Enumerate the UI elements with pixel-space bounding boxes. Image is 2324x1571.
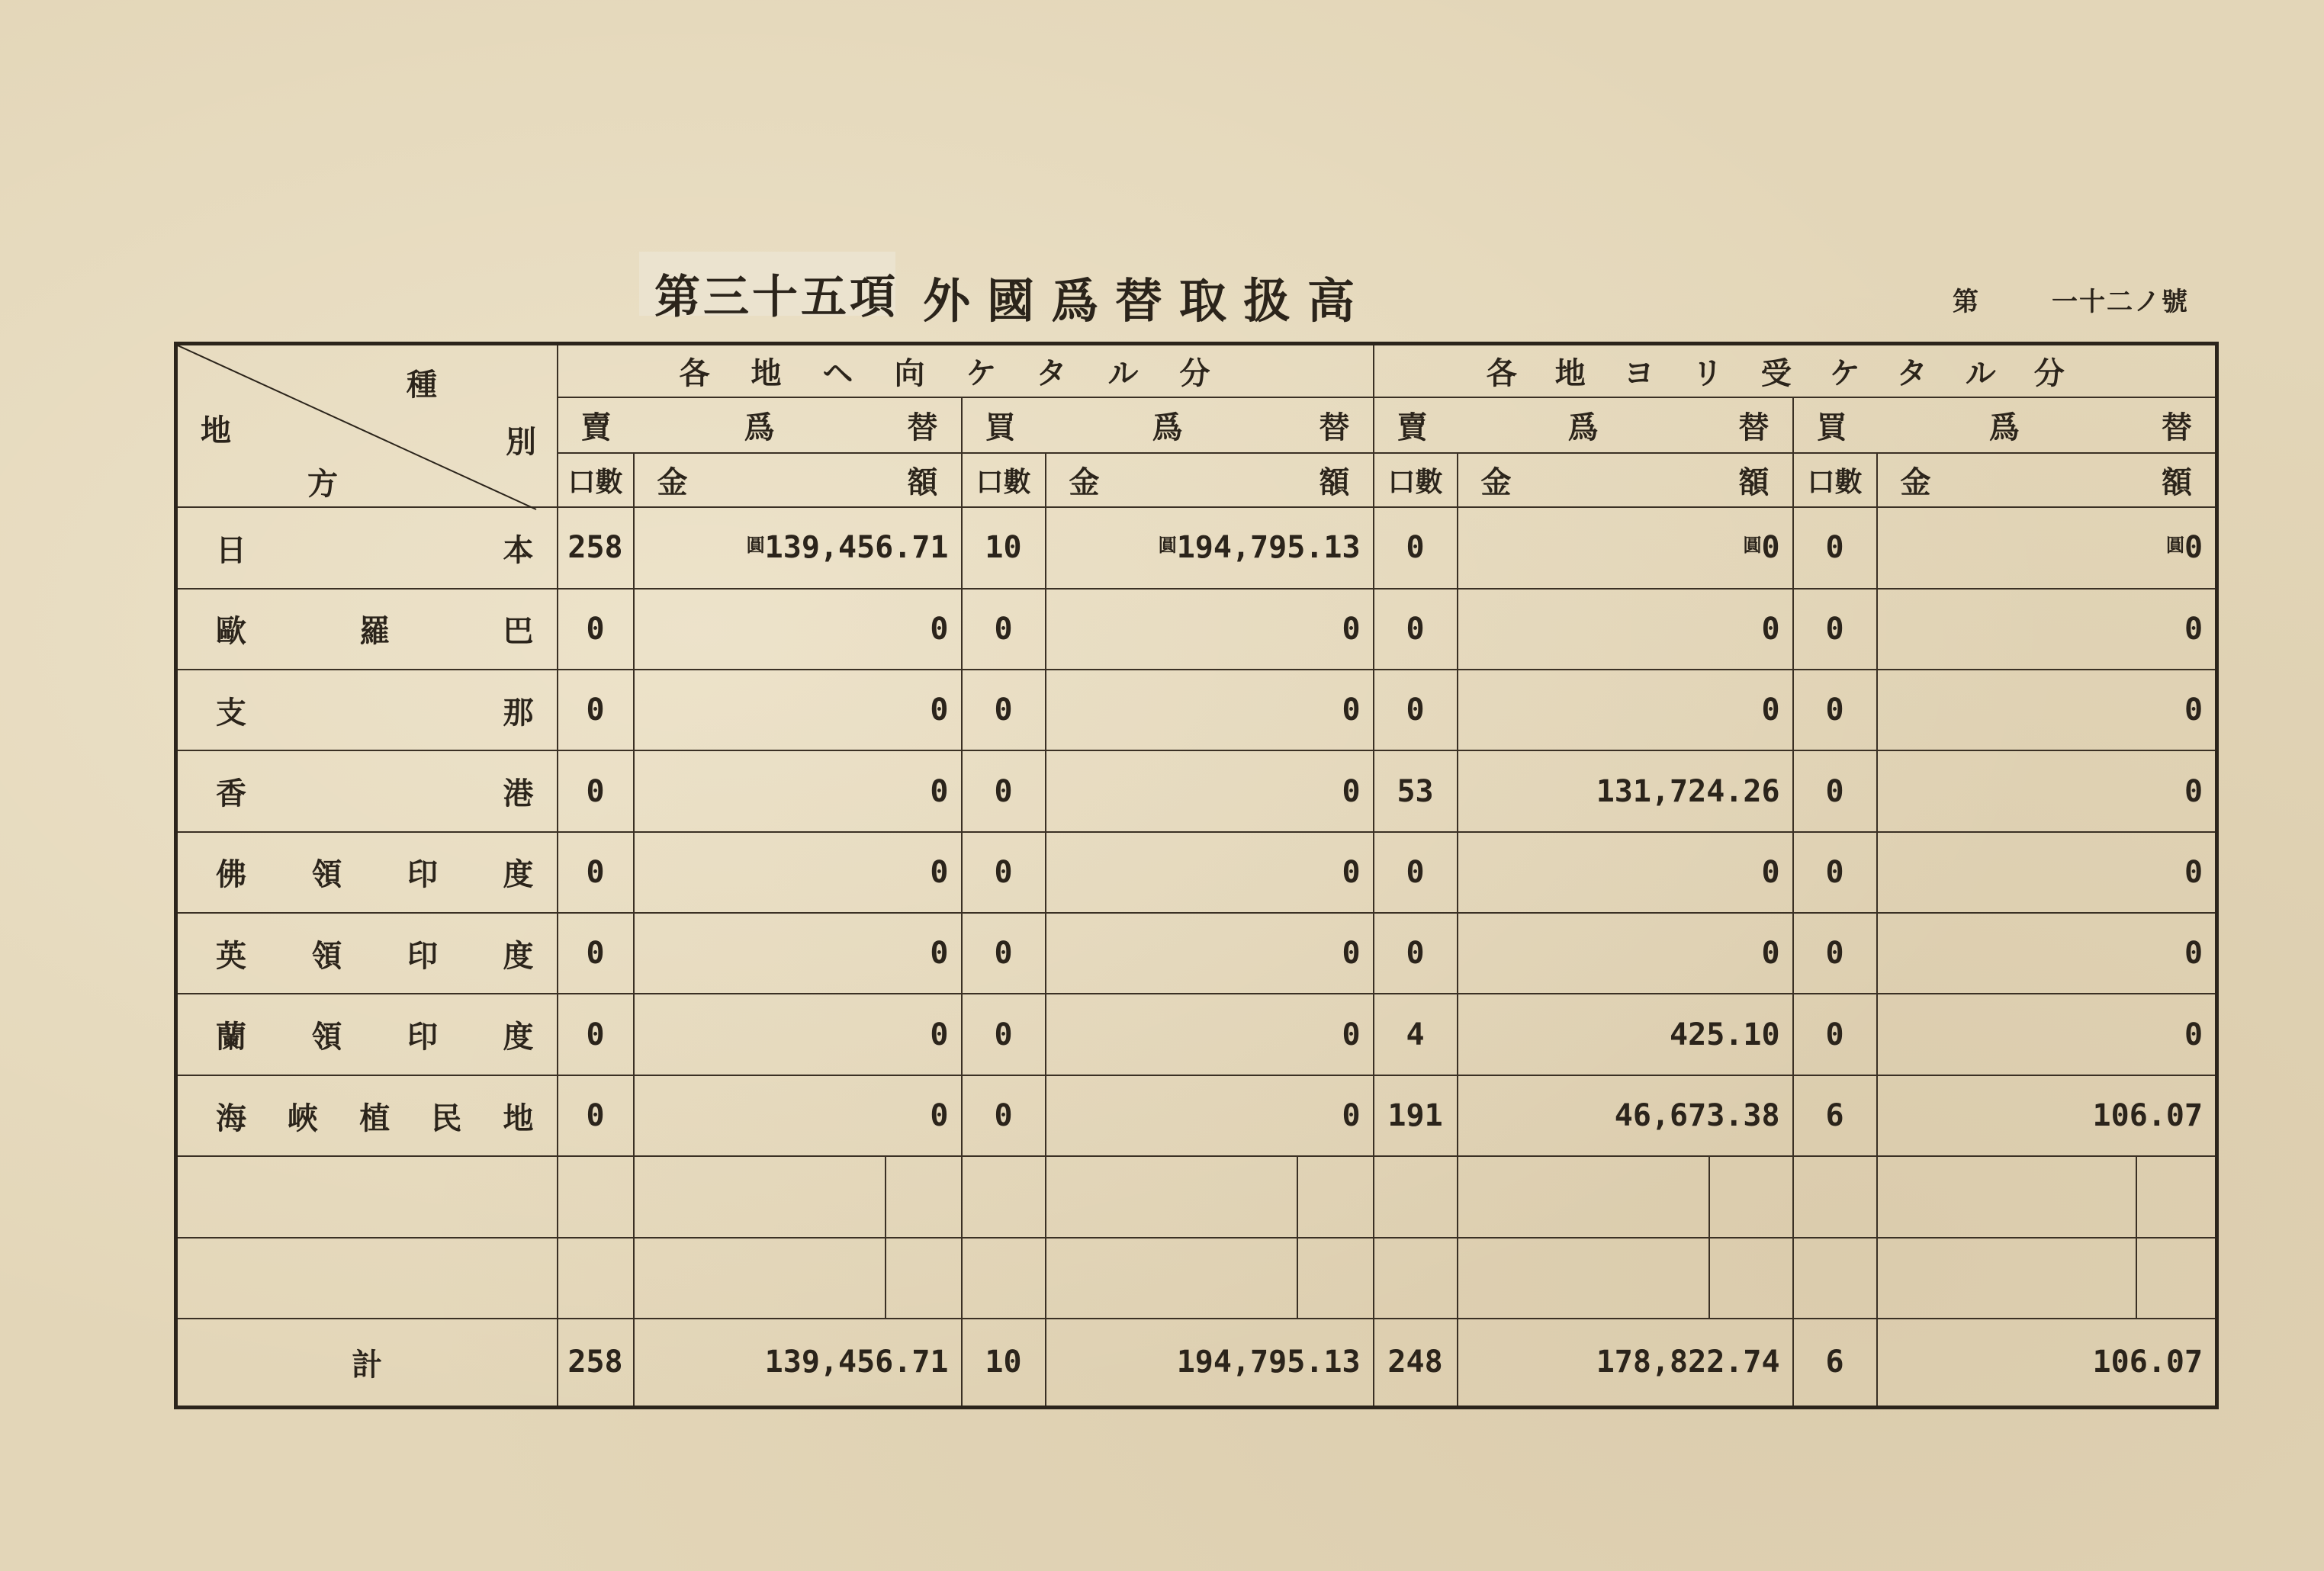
out-sell-amount (634, 994, 962, 1075)
place-char: 度 (503, 1019, 534, 1055)
cell-value: 0 (586, 773, 605, 809)
in-buy-count (1793, 750, 1877, 831)
total-out-buy-amount: 194,795.13 (1046, 1319, 1374, 1408)
cell-value: 0 (1761, 530, 1780, 566)
place-name (176, 670, 558, 750)
out-buy-amount (1046, 1075, 1374, 1156)
cell-value: 6 (1825, 1098, 1844, 1133)
cell-value: 0 (1342, 773, 1361, 809)
cell-value: 0 (2184, 1017, 2203, 1052)
header-out-buy: 買 爲 替 (962, 397, 1374, 453)
cell-value: 0 (2184, 936, 2203, 972)
cell-value: 425.10 (1670, 1017, 1780, 1052)
cell-value: 46,673.38 (1614, 1098, 1780, 1133)
place-char: 領 (311, 937, 342, 974)
cell-value: 0 (1406, 854, 1425, 890)
header-kind: 種 (407, 367, 437, 403)
in-sell-count (1374, 750, 1458, 831)
header-count: 口數 (1793, 453, 1877, 507)
place-name (176, 832, 558, 913)
yen-mark: 圓 (1158, 535, 1177, 557)
cell-value: 0 (994, 1017, 1013, 1052)
empty-row (176, 1238, 2217, 1319)
out-buy-count (962, 750, 1046, 831)
header-out-sell: 賣 爲 替 (558, 397, 962, 453)
out-buy-amount (1046, 507, 1374, 588)
place-char: 日 (216, 532, 246, 568)
out-sell-count (558, 507, 634, 588)
cell-value: 131,724.26 (1596, 773, 1780, 809)
out-buy-count (962, 913, 1046, 994)
out-buy-amount (1046, 670, 1374, 750)
out-buy-count (962, 832, 1046, 913)
in-sell-amount (1458, 670, 1793, 750)
cell-value: 0 (930, 936, 949, 972)
header-amount: 金 額 (1458, 453, 1793, 507)
place-char: 英 (216, 937, 246, 974)
place-char: 地 (503, 1100, 534, 1136)
cell-value: 139,456.71 (764, 530, 949, 566)
total-out-sell-count: 258 (558, 1319, 634, 1408)
in-sell-amount (1458, 589, 1793, 670)
in-sell-count (1374, 589, 1458, 670)
cell-value: 0 (586, 611, 605, 647)
in-buy-amount (1877, 832, 2217, 913)
in-buy-count (1793, 670, 1877, 750)
cell-value: 0 (1342, 692, 1361, 728)
header-count: 口數 (558, 453, 634, 507)
header-count: 口數 (1374, 453, 1458, 507)
header-in-sell: 賣 爲 替 (1374, 397, 1793, 453)
diagonal-line (178, 345, 559, 513)
cell-value: 0 (994, 936, 1013, 972)
cell-value: 0 (1761, 611, 1780, 647)
cell-value: 0 (2184, 854, 2203, 890)
in-buy-count (1793, 1075, 1877, 1156)
cell-value: 0 (930, 1017, 949, 1052)
cell-value: 194,795.13 (1176, 530, 1361, 566)
place-char: 香 (216, 776, 246, 812)
place-char: 印 (407, 1019, 438, 1055)
cell-value: 0 (586, 936, 605, 972)
out-sell-amount (634, 913, 962, 994)
cell-value: 0 (1825, 611, 1844, 647)
header-count: 口數 (962, 453, 1046, 507)
in-buy-amount (1877, 750, 2217, 831)
total-in-buy-amount: 106.07 (1877, 1319, 2217, 1408)
cell-value: 0 (1825, 1017, 1844, 1052)
cell-value: 0 (1342, 1017, 1361, 1052)
cell-value: 0 (586, 854, 605, 890)
in-buy-count (1793, 589, 1877, 670)
cell-value: 0 (1825, 530, 1844, 566)
out-sell-amount (634, 1075, 962, 1156)
cell-value: 0 (1406, 611, 1425, 647)
header-betsu: 別 (506, 424, 536, 460)
place-name (176, 750, 558, 831)
place-name (176, 994, 558, 1075)
cell-value: 0 (930, 773, 949, 809)
cell-value: 10 (985, 530, 1022, 566)
header-chi: 地 (201, 413, 231, 448)
place-name (176, 1075, 558, 1156)
cell-value: 106.07 (2092, 1098, 2203, 1133)
header-hou: 方 (307, 466, 338, 502)
place-char: 領 (311, 1019, 342, 1055)
out-sell-count (558, 994, 634, 1075)
place-char: 港 (503, 776, 534, 812)
cell-value: 0 (994, 1098, 1013, 1133)
out-buy-amount (1046, 913, 1374, 994)
cell-value: 0 (1761, 936, 1780, 972)
table-row (176, 913, 2217, 994)
page-prefix: 第 (1953, 287, 1978, 317)
place-char: 那 (503, 694, 534, 731)
out-sell-amount (634, 507, 962, 588)
in-sell-amount (1458, 750, 1793, 831)
in-sell-count (1374, 913, 1458, 994)
in-buy-amount (1877, 589, 2217, 670)
cell-value: 0 (1406, 692, 1425, 728)
out-buy-amount (1046, 589, 1374, 670)
place-char: 羅 (359, 613, 391, 650)
place-char: 歐 (216, 613, 246, 650)
out-sell-count (558, 750, 634, 831)
cell-value: 0 (930, 611, 949, 647)
place-char: 領 (311, 856, 342, 893)
cell-value: 0 (586, 692, 605, 728)
out-buy-amount (1046, 832, 1374, 913)
out-sell-amount (634, 589, 962, 670)
out-buy-count (962, 994, 1046, 1075)
total-in-sell-amount: 178,822.74 (1458, 1319, 1793, 1408)
in-sell-amount (1458, 1075, 1793, 1156)
yen-mark: 圓 (2165, 535, 2184, 557)
cell-value: 0 (1825, 936, 1844, 972)
header-in-buy: 買 爲 替 (1793, 397, 2217, 453)
out-sell-count (558, 589, 634, 670)
cell-value: 0 (994, 773, 1013, 809)
header-amount: 金 額 (634, 453, 962, 507)
place-char: 佛 (216, 856, 246, 893)
empty-row (176, 1156, 2217, 1237)
in-sell-count (1374, 507, 1458, 588)
cell-value: 0 (1825, 773, 1844, 809)
table-row (176, 832, 2217, 913)
place-char: 本 (503, 532, 534, 568)
cell-value: 0 (930, 1098, 949, 1133)
total-out-sell-amount: 139,456.71 (634, 1319, 962, 1408)
table-row (176, 994, 2217, 1075)
table-row (176, 507, 2217, 588)
place-name (176, 913, 558, 994)
header-amount: 金 額 (1877, 453, 2217, 507)
in-sell-amount (1458, 507, 1793, 588)
place-char: 度 (503, 856, 534, 893)
total-row (176, 1319, 2217, 1408)
place-char: 度 (503, 937, 534, 974)
cell-value: 0 (2184, 611, 2203, 647)
table-body (176, 507, 2217, 1156)
place-name (176, 507, 558, 588)
place-char: 印 (407, 937, 438, 974)
out-buy-count (962, 589, 1046, 670)
place-char: 印 (407, 856, 438, 893)
cell-value: 0 (586, 1017, 605, 1052)
out-buy-amount (1046, 750, 1374, 831)
in-sell-count (1374, 1075, 1458, 1156)
in-buy-amount (1877, 507, 2217, 588)
out-buy-count (962, 670, 1046, 750)
in-buy-count (1793, 832, 1877, 913)
cell-value: 0 (1342, 936, 1361, 972)
table-row (176, 670, 2217, 750)
in-buy-count (1793, 994, 1877, 1075)
cell-value: 0 (1342, 1098, 1361, 1133)
cell-value: 0 (1342, 854, 1361, 890)
out-sell-count (558, 1075, 634, 1156)
cell-value: 0 (1406, 936, 1425, 972)
out-buy-amount (1046, 994, 1374, 1075)
cell-value: 4 (1406, 1017, 1425, 1052)
place-name (176, 589, 558, 670)
cell-value: 0 (1761, 854, 1780, 890)
page-number: 一十二ノ號 (2052, 287, 2189, 317)
cell-value: 0 (930, 854, 949, 890)
cell-value: 0 (1406, 530, 1425, 566)
section-number: 第三十五項 (654, 271, 898, 324)
place-char: 植 (359, 1100, 391, 1136)
in-buy-amount (1877, 994, 2217, 1075)
table-row (176, 1075, 2217, 1156)
in-sell-amount (1458, 832, 1793, 913)
cell-value: 0 (586, 1098, 605, 1133)
header-incoming: 各地ヨリ受ケタル分 (1374, 344, 2217, 398)
in-buy-count (1793, 507, 1877, 588)
cell-value: 0 (2184, 773, 2203, 809)
cell-value: 0 (1342, 611, 1361, 647)
cell-value: 0 (1761, 692, 1780, 728)
cell-value: 0 (1825, 692, 1844, 728)
place-char: 蘭 (216, 1019, 246, 1055)
yen-mark: 圓 (1743, 535, 1762, 557)
in-buy-count (1793, 913, 1877, 994)
cell-value: 258 (567, 530, 623, 566)
out-buy-count (962, 1075, 1046, 1156)
yen-mark: 圓 (746, 535, 765, 557)
in-sell-count (1374, 994, 1458, 1075)
cell-value: 0 (994, 854, 1013, 890)
out-sell-amount (634, 832, 962, 913)
total-in-sell-count: 248 (1374, 1319, 1458, 1408)
total-in-buy-count: 6 (1793, 1319, 1877, 1408)
table-row (176, 750, 2217, 831)
cell-value: 191 (1387, 1098, 1443, 1133)
cell-value: 0 (994, 692, 1013, 728)
table-row (176, 589, 2217, 670)
header-amount: 金 額 (1046, 453, 1374, 507)
place-char: 民 (431, 1100, 462, 1136)
header-outgoing: 各地ヘ向ケタル分 (558, 344, 1374, 398)
cell-value: 53 (1397, 773, 1434, 809)
out-sell-count (558, 913, 634, 994)
out-sell-count (558, 832, 634, 913)
header-diagonal-cell (176, 344, 558, 508)
in-sell-amount (1458, 913, 1793, 994)
cell-value: 0 (2184, 530, 2203, 566)
place-char: 支 (216, 694, 246, 731)
total-label: 計 (176, 1319, 558, 1408)
cell-value: 0 (994, 611, 1013, 647)
place-char: 海 (216, 1100, 246, 1136)
out-buy-count (962, 507, 1046, 588)
in-sell-count (1374, 832, 1458, 913)
in-buy-amount (1877, 913, 2217, 994)
cell-value: 0 (2184, 692, 2203, 728)
in-sell-count (1374, 670, 1458, 750)
place-char: 峽 (288, 1100, 319, 1136)
total-out-buy-count: 10 (962, 1319, 1046, 1408)
place-char: 巴 (503, 613, 534, 650)
in-buy-amount (1877, 670, 2217, 750)
page-title: 外國爲替取扱高 (923, 273, 1372, 329)
in-buy-amount (1877, 1075, 2217, 1156)
cell-value: 0 (1825, 854, 1844, 890)
in-sell-amount (1458, 994, 1793, 1075)
out-sell-amount (634, 750, 962, 831)
out-sell-amount (634, 670, 962, 750)
cell-value: 0 (930, 692, 949, 728)
exchange-ledger-table (174, 342, 2219, 1409)
out-sell-count (558, 670, 634, 750)
